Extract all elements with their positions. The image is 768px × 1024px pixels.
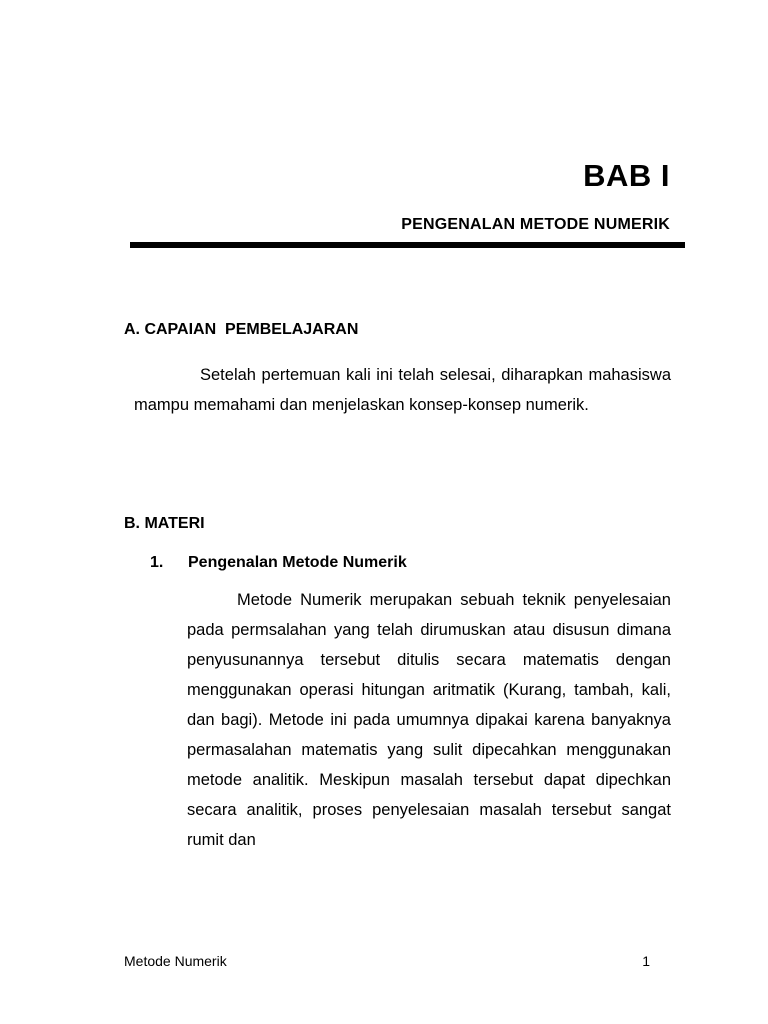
section-heading-materi: B. MATERI bbox=[124, 515, 205, 532]
paragraph-capaian: Setelah pertemuan kali ini telah selesai, diharapkan mahasiswa mampu memahami dan menjelaskan konsep-konsep numerik. bbox=[134, 366, 671, 414]
chapter-number: BAB I bbox=[583, 158, 670, 193]
chapter-divider-rule bbox=[130, 242, 685, 248]
subsection-heading bbox=[150, 553, 407, 573]
footer-title: Metode Numerik bbox=[124, 953, 227, 969]
paragraph-materi: Metode Numerik merupakan sebuah teknik penyelesaian pada permsalahan yang telah dirumuskan atau disusun dimana penyusunannya tersebut ditulis secara matematis dengan menggunakan operasi hitungan aritmatik (Kurang, tambah, kali, dan bagi). Metode ini pada umumnya dipakai karena banyaknya permasalahan matematis yang sulit dipecahkan menggunakan metode analitik. Meskipun masalah tersebut dapat dipechkan secara analitik, proses penyelesaian masalah tersebut sangat rumit dan bbox=[187, 591, 671, 849]
chapter-title: PENGENALAN METODE NUMERIK bbox=[401, 216, 670, 233]
section-heading-capaian: A. CAPAIAN PEMBELAJARAN bbox=[124, 321, 359, 338]
subsection-number: 1. bbox=[150, 554, 164, 571]
footer-page-number: 1 bbox=[642, 953, 650, 969]
subsection-title: Pengenalan Metode Numerik bbox=[188, 554, 407, 571]
